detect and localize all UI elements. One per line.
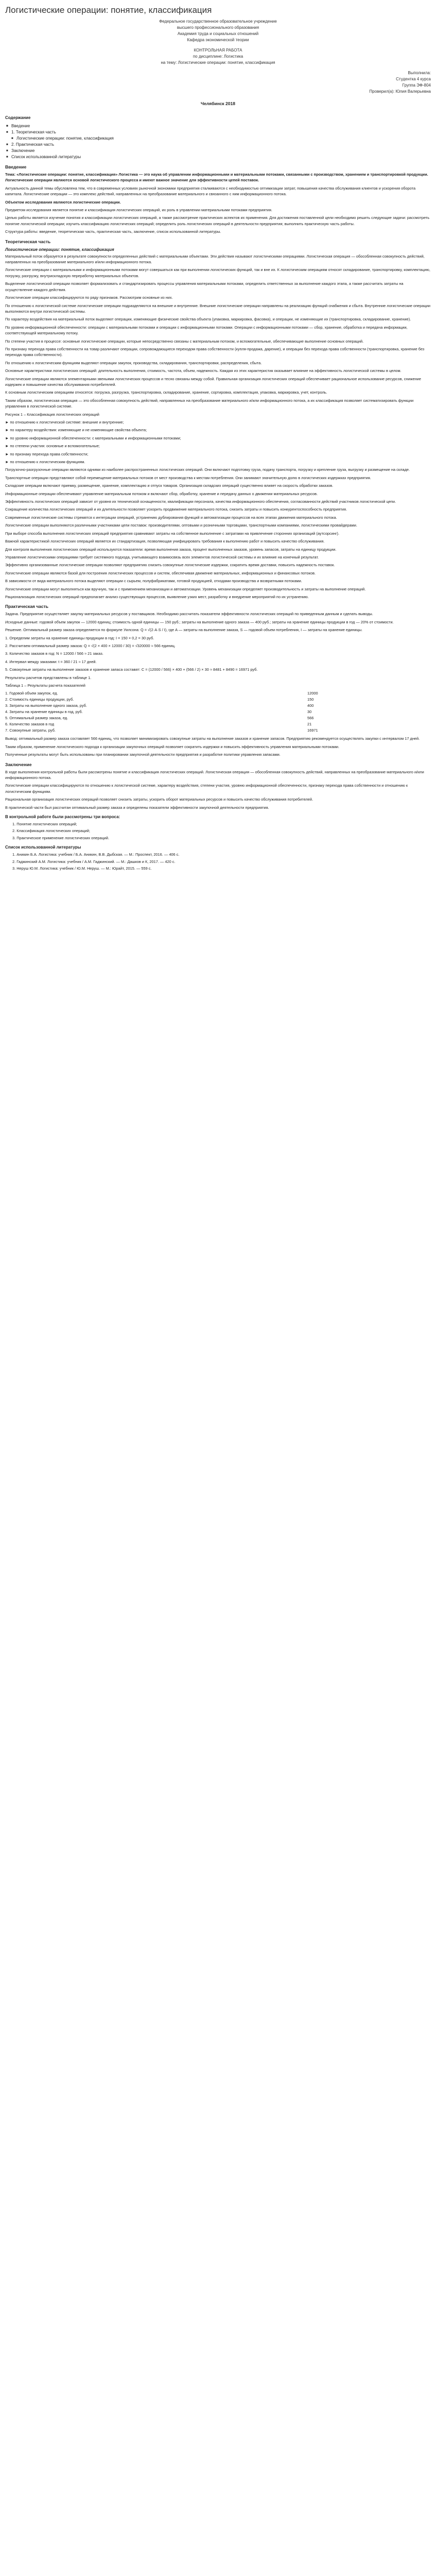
calc-row bbox=[5, 727, 431, 734]
toc-item: ■ 2. Практическая часть bbox=[5, 142, 431, 148]
paragraph: Актуальность данной темы обусловлена тем, что в современных условиях рыночной экономики предприятия сталкиваются с необходимостью оптимизации затрат, повышения качества обслуживания клиентов и ускорения оборота капитала. Логистические операции — это комплекс действий, направленных на преобразование материального и связанного с ним информационного потока. bbox=[5, 185, 416, 197]
list-item: ► по уровню информационной обеспеченности: с материальными и информационными потоками; bbox=[5, 435, 181, 440]
paragraph: Материальный поток образуется в результате совокупности определенных действий с материальными объектами. Эти действия называют логистическими операциями. Логистическая операция — обособленная совокупность действий, направленных на преобразование материального и/или информационного потока. bbox=[5, 253, 425, 265]
paragraph: 3. Количество заказов в год: N = 12000 / 566 ≈ 21 заказ. bbox=[5, 651, 103, 656]
paragraph: Погрузочно-разгрузочные операции являются одними из наиболее распространенных логистических операций. Они включают подготовку груза, подачу транспорта, погрузку и крепление груза, выгрузку и размещение на складе. bbox=[5, 467, 410, 472]
paragraph: Рационализация логистических операций предполагает анализ существующих процессов, выявление узких мест, разработку и внедрение мероприятий по их устранению. bbox=[5, 594, 309, 599]
toc-item: ■ Заключение bbox=[5, 148, 431, 154]
title-page-line: КОНТРОЛЬНАЯ РАБОТА bbox=[194, 48, 242, 53]
calc-label: 4. Затраты на хранение единицы в год, руб. bbox=[5, 709, 83, 715]
paragraph: Логистические операции являются элементарными звеньями логистических процессов и тесно связаны между собой. Правильная организация логистических операций обеспечивает рациональное использование ресурсов, снижение издержек и повышение качества обслуживания потребителей. bbox=[5, 376, 422, 387]
paragraph: По признаку перехода права собственности на товар различают операции, сопровождающиеся переходом права собственности (купля-продажа, дарение), и операции без перехода права собственности (транспортировка, хранение без перехода права собственности). bbox=[5, 346, 425, 358]
calc-value: 16971 bbox=[307, 728, 318, 733]
paragraph: 2. Рассчитаем оптимальный размер заказа: Q = √(2 × 400 × 12000 / 30) = √320000 ≈ 566 единиц. bbox=[5, 643, 176, 648]
calc-label: 6. Количество заказов в год bbox=[5, 722, 55, 727]
paragraph: По отношению к логистическим функциям выделяют операции закупок, производства, складирования, транспортировки, распределения, сбыта. bbox=[5, 360, 262, 365]
paragraph: По характеру воздействия на материальный поток выделяют операции, изменяющие физические свойства объекта (упаковка, маркировка, фасовка), и операции, не изменяющие их (транспортировка, складирование, хранение). bbox=[5, 317, 411, 322]
table-caption: Таблица 1 – Результаты расчета показателей bbox=[5, 683, 85, 688]
paragraph: В практической части был рассчитан оптимальный размер заказа и определены показатели эффективности закупочной деятельности предприятия. bbox=[5, 805, 269, 810]
list-item: ► по степени участия: основные и вспомогательные; bbox=[5, 444, 100, 449]
section-heading: Введение bbox=[5, 164, 27, 170]
title-page-line: по дисциплине: Логистика bbox=[193, 54, 243, 59]
list-item: ► по отношению к логистической системе: внешние и внутренние; bbox=[5, 420, 124, 425]
paragraph: Результаты расчетов представлены в таблице 1. bbox=[5, 675, 92, 680]
questions-title: В контрольной работе были рассмотрены три вопроса: bbox=[5, 815, 120, 820]
paragraph: Основные характеристики логистических операций: длительность выполнения, стоимость, частота, объем, надежность. Каждая из этих характеристик оказывает влияние на эффективность логистической системы в целом. bbox=[5, 368, 402, 374]
calc-label: 2. Стоимость единицы продукции, руб. bbox=[5, 697, 74, 702]
paragraph: Складские операции включают приемку, размещение, хранение, комплектацию и отпуск товаров. Организация складских операций существенно влияет на скорость обработки заказов. bbox=[5, 483, 334, 488]
paragraph: По отношению к логистической системе логистические операции подразделяются на внешние и внутренние. Внешние логистические операции направлены на реализацию функций снабжения и сбыта. Внутренние логистические операции выполняются внутри логистической системы. bbox=[5, 303, 430, 314]
paragraph: В ходе выполнения контрольной работы были рассмотрены понятие и классификация логистических операций. Логистическая операция — обособленная совокупность действий, направленных на преобразование материального и/или информационного потока. bbox=[5, 769, 424, 781]
title-page-line: Академия труда и социальных отношений bbox=[177, 31, 259, 36]
calc-label: 7. Совокупные затраты, руб. bbox=[5, 728, 56, 733]
paragraph: Логистические операции классифицируются по ряду признаков. Рассмотрим основные из них. bbox=[5, 295, 173, 300]
question-item: 2. Классификация логистических операций; bbox=[12, 828, 90, 834]
paragraph: В зависимости от вида материального потока выделяют операции с сырьем, полуфабрикатами, готовой продукцией, отходами производства и возвратными потоками. bbox=[5, 579, 302, 584]
paragraph: Тема: «Логистические операции: понятие, классификация» Логистика — это наука об управлении информационными и материальными потоками, связанными с производством, хранением и транспортировкой продукции. Логистические операции являются основой логистического процесса и имеют важное значение для эффективности цепей поставок. bbox=[5, 172, 428, 183]
paragraph: Объектом исследования являются логистические операции. bbox=[5, 199, 121, 205]
literature-title: Список использованной литературы bbox=[5, 845, 81, 850]
document-page bbox=[5, 0, 431, 878]
calc-value: 21 bbox=[307, 722, 312, 727]
paragraph: Исходные данные: годовой объем закупок — 12000 единиц; стоимость одной единицы — 150 руб.; затраты на выполнение одного заказа — 400 руб.; затраты на хранение единицы продукции в год — 20% от стоимости. bbox=[5, 619, 394, 624]
calc-label: 3. Затраты на выполнение одного заказа, руб. bbox=[5, 703, 87, 708]
calc-row bbox=[5, 697, 431, 703]
section-heading: Практическая часть bbox=[5, 604, 49, 609]
paragraph: Таким образом, применение логистического подхода к организации закупочных операций позволяет сократить издержки и повысить эффективность управления материальными потоками. bbox=[5, 744, 340, 749]
calc-table bbox=[5, 690, 431, 734]
spacer bbox=[5, 66, 431, 70]
paragraph: Решение. Оптимальный размер заказа определяется по формуле Уилсона: Q = √(2·A·S / I), где A — затраты на выполнение заказа, S — годовой объем потребления, I — затраты на хранение единицы. bbox=[5, 628, 363, 633]
paragraph: Управление логистическими операциями требует системного подхода, учитывающего взаимосвязь всех элементов логистической системы и их влияние на конечный результат. bbox=[5, 554, 319, 560]
title-page-author-line: Группа ЭФ-804 bbox=[402, 83, 431, 88]
calc-row bbox=[5, 703, 431, 709]
paragraph: Для контроля выполнения логистических операций используются показатели: время выполнения заказа, процент выполненных заказов, уровень запасов, затраты на единицу продукции. bbox=[5, 547, 337, 552]
calc-label: 5. Оптимальный размер заказа, ед. bbox=[5, 716, 68, 721]
paragraph: Сокращение количества логистических операций и их длительности позволяет ускорить продвижение материального потока, снизить затраты и повысить конкурентоспособность предприятия. bbox=[5, 507, 347, 512]
paragraph: Логистические операции являются базой для построения логистических процессов и систем, обеспечивая движение материальных, информационных и финансовых потоков. bbox=[5, 570, 316, 575]
paragraph: Информационные операции обеспечивают управление материальным потоком и включают сбор, обработку, хранение и передачу данных о движении материальных ресурсов. bbox=[5, 491, 318, 496]
title-page-author-line: Выполнила: bbox=[408, 71, 431, 75]
calc-row bbox=[5, 721, 431, 727]
toc-item: ■ Список использованной литературы bbox=[5, 154, 431, 160]
title-page-line: Федеральное государственное образовательное учреждение bbox=[159, 19, 277, 24]
toc-title: Содержание bbox=[5, 115, 31, 120]
paragraph: По степени участия в процессе: основные логистические операции, которые непосредственно связаны с материальным потоком, и вспомогательные, обеспечивающие выполнение основных операций. bbox=[5, 338, 364, 344]
paragraph: Предметом исследования является понятие и классификация логистических операций, их роль в управлении материальными потоками предприятия. bbox=[5, 208, 272, 213]
list-item: ► по признаку перехода права собственности; bbox=[5, 451, 89, 456]
paragraph: Логистические операции с материальными и информационными потоками могут совершаться как при выполнении логистических функций, так и вне их. К логистическим операциям относят складирование, транспортировку, комплектацию, погрузку, разгрузку, внутрискладскую переработку материальных объектов. bbox=[5, 267, 430, 278]
paragraph: 1. Определим затраты на хранение единицы продукции в год: I = 150 × 0,2 = 30 руб. bbox=[5, 635, 154, 640]
calc-label: 1. Годовой объем закупок, ед. bbox=[5, 691, 58, 696]
literature-item: 1. Аникин Б.А. Логистика: учебник / Б.А. Аникин, В.В. Дыбская. — М.: Проспект, 2016. — 406 с. bbox=[12, 852, 180, 857]
section-heading: Теоретическая часть bbox=[5, 239, 51, 244]
title-page bbox=[5, 19, 431, 106]
calc-row bbox=[5, 709, 431, 715]
question-item: 1. Понятие логистических операций; bbox=[12, 822, 77, 827]
calc-value: 30 bbox=[307, 709, 312, 715]
paragraph: По уровню информационной обеспеченности: операции с материальными потоками и операции с информационными потоками. Операции с информационными потоками — сбор, хранение, обработка и передача информации, соответствующей материальному потоку. bbox=[5, 325, 408, 336]
paragraph: Целью работы является изучение понятия и классификации логистических операций, а также рассмотрение практических аспектов их применения. Для достижения поставленной цели необходимо решить следующие задачи: рассмотреть понятие логистической операции; изучить классификацию логистических операций; определить роль логистических операций в деятельности предприятия; выполнить практическую часть работы. bbox=[5, 215, 430, 226]
spacer bbox=[5, 43, 431, 47]
title-page-author-line: Студентка 4 курса bbox=[396, 77, 431, 81]
title-page-line: высшего профессионального образования bbox=[177, 25, 259, 30]
paragraph: Эффективность логистических операций зависит от уровня их технической оснащенности, квалификации персонала, качества информационного обеспечения, согласованности действий участников логистической цепи. bbox=[5, 499, 396, 504]
paragraph: Рациональная организация логистических операций позволяет снизить затраты, ускорить оборот материальных ресурсов и повысить качество обслуживания потребителей. bbox=[5, 797, 313, 802]
paragraph: 4. Интервал между заказами: t = 360 / 21 ≈ 17 дней. bbox=[5, 659, 97, 664]
paragraph: Важной характеристикой логистических операций является их стандартизация, позволяющая унифицировать требования к выполнению работ и повысить качество обслуживания. bbox=[5, 539, 325, 544]
paragraph: Задача. Предприятие осуществляет закупку материальных ресурсов у поставщиков. Необходимо рассчитать показатели эффективности логистических операций по приведенным данным и сделать выводы. bbox=[5, 612, 373, 617]
paragraph: Полученные результаты могут быть использованы при планировании закупочной деятельности предприятия и разработке политики управления запасами. bbox=[5, 752, 281, 757]
paragraph: Эффективно организованные логистические операции позволяют предприятию снизить совокупные логистические издержки, сократить время доставки, повысить надежность поставок. bbox=[5, 563, 335, 568]
calc-row bbox=[5, 715, 431, 721]
literature-block bbox=[5, 845, 431, 871]
paragraph: Структура работы: введение, теоретическая часть, практическая часть, заключение, список использованной литературы. bbox=[5, 229, 221, 234]
calc-value: 150 bbox=[307, 697, 314, 702]
paragraph: Логистические операции классифицируются по отношению к логистической системе, характеру воздействия, степени участия, уровню информационной обеспеченности, признаку перехода права собственности и отношению к логистическим функциям. bbox=[5, 783, 408, 794]
list-item: ► по отношению к логистическим функциям. bbox=[5, 460, 85, 465]
list-item: ► по характеру воздействия: изменяющие и не изменяющие свойства объекта; bbox=[5, 428, 147, 433]
literature-item: 2. Гаджинский А.М. Логистика: учебник / А.М. Гаджинский. — М.: Дашков и К, 2017. — 420 с. bbox=[12, 859, 176, 864]
paragraph: 5. Совокупные затраты на выполнение заказов и хранение запаса составят: C = (12000 / 566) × 400 + (566 / 2) × 30 ≈ 8481 + 8490 = 16971 руб. bbox=[5, 667, 258, 672]
figure-caption: Рисунок 1 – Классификация логистических операций bbox=[5, 412, 99, 417]
question-item: 3. Практическое применение логистических операций. bbox=[12, 835, 110, 840]
paragraph: Современные логистические системы стремятся к интеграции операций, устранению дублирования функций и автоматизации процессов на всех этапах движения материального потока. bbox=[5, 515, 337, 520]
paragraph: Транспортные операции представляют собой перемещение материальных потоков от мест производства к местам потребления. Они занимают значительную долю в логистических издержках предприятия. bbox=[5, 475, 371, 480]
title-page-city-date: Челябинск 2018 bbox=[201, 101, 235, 106]
toc-item: ■ 1. Теоретическая часть bbox=[5, 129, 431, 135]
calc-row bbox=[5, 690, 431, 697]
table-of-contents bbox=[5, 115, 431, 160]
paragraph: К основным логистическим операциям относятся: погрузка, разгрузка, транспортировка, складирование, хранение, сортировка, комплектация, упаковка, маркировка, учет, контроль. bbox=[5, 390, 327, 395]
calc-value: 566 bbox=[307, 716, 314, 721]
title-page-line: на тему: Логистические операции: понятие, классификация bbox=[161, 60, 275, 65]
toc-item: ■ Логистические операции: понятие, классификация bbox=[5, 135, 431, 142]
section-heading: Заключение bbox=[5, 761, 32, 767]
paragraph: Логистические операции могут выполняться как вручную, так и с применением механизации и автоматизации. Уровень механизации определяет производительность и затраты на выполнение операций. bbox=[5, 586, 366, 591]
calc-value: 12000 bbox=[307, 691, 318, 696]
paragraph: Логистические операции выполняются различными участниками цепи поставок: производителями, оптовыми и розничными торговцами, транспортными компаниями, логистическими провайдерами. bbox=[5, 523, 357, 528]
title-page-author-line: Проверил(а): Юлия Валерьевна bbox=[369, 89, 431, 94]
paragraph: Выделение логистической операции позволяет формализовать и стандартизировать процессы управления материальными потоками, определить ответственных за выполнение каждого этапа, а также рассчитать затраты на осуществление каждого действия. bbox=[5, 281, 404, 292]
paragraph: Таким образом, логистическая операция — это обособленная совокупность действий, направленных на преобразование материального и/или информационного потока, а их классификация позволяет систематизировать функции управления в логистической системе. bbox=[5, 398, 414, 409]
document-body bbox=[5, 164, 431, 810]
paragraph: Вывод: оптимальный размер заказа составляет 566 единиц, что позволяет минимизировать совокупные затраты на выполнение заказов и хранение запасов. Предприятию рекомендуется осуществлять закупки с интервалом 17 дней. bbox=[5, 736, 420, 741]
paragraph: При выборе способа выполнения логистических операций предприятия сравнивают затраты на собственное выполнение с затратами на привлечение сторонних организаций (аутсорсинг). bbox=[5, 531, 340, 536]
literature-item: 3. Неруш Ю.М. Логистика: учебник / Ю.М. Неруш. — М.: Юрайт, 2015. — 559 с. bbox=[12, 866, 152, 871]
document-title: Логистические операции: понятие, классификация bbox=[5, 5, 212, 15]
questions-block bbox=[5, 815, 431, 841]
section-subheading: Логистические операции: понятие, классификация bbox=[5, 247, 114, 252]
title-page-line: Кафедра экономической теории bbox=[187, 38, 249, 42]
calc-value: 400 bbox=[307, 703, 314, 708]
toc-item: ■ Введение bbox=[5, 123, 431, 129]
